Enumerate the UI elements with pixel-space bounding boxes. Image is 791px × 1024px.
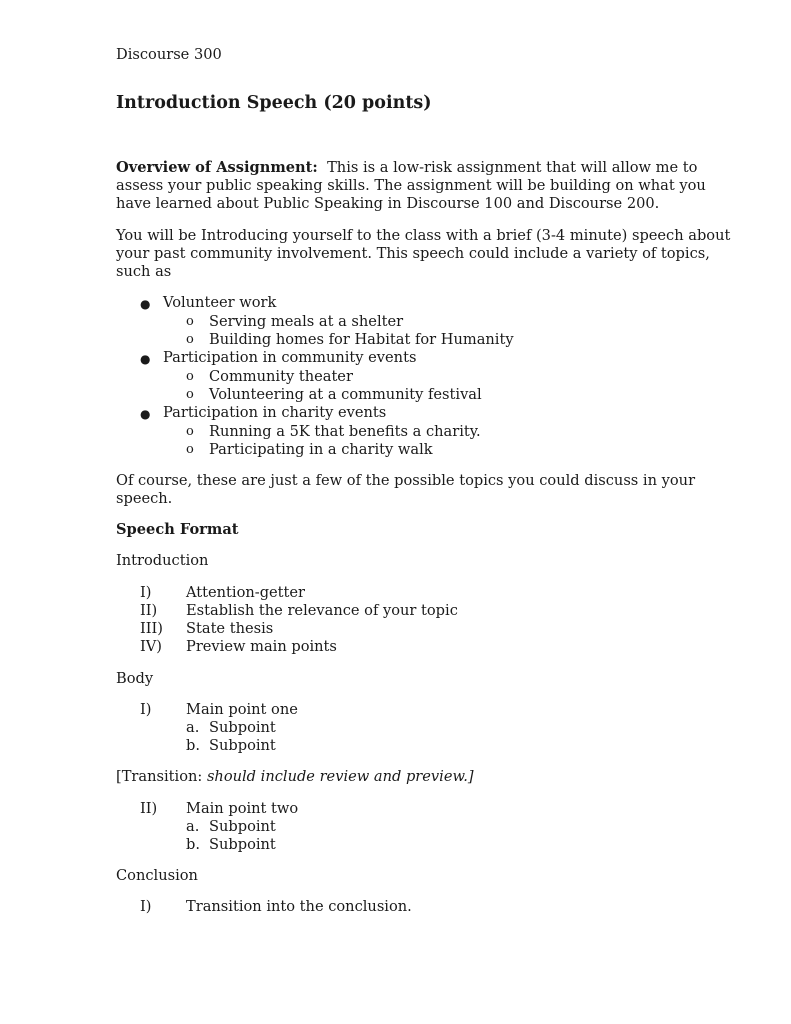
outline-number: II) — [140, 800, 158, 817]
main-point: Main point two — [186, 800, 299, 817]
circle-bullet-icon: o — [186, 387, 194, 402]
outline-number: III) — [140, 620, 163, 637]
subpoint-letter: b. — [186, 836, 200, 853]
subpoint-letter: b. — [186, 737, 200, 754]
overview-label: Overview of Assignment: — [116, 159, 318, 176]
intro-line-1: You will be Introducing yourself to the class with a brief (3-4 minute) speech about — [116, 227, 731, 244]
topic-subitem: Participating in a charity walk — [209, 441, 433, 458]
outline-number: I) — [140, 701, 152, 718]
overview-line-2: assess your public speaking skills. The assignment will be building on what you — [116, 177, 706, 194]
closing-paragraph — [116, 472, 696, 508]
conclusion-heading: Conclusion — [116, 867, 198, 884]
outline-number: I) — [140, 584, 152, 601]
outline-item: Transition into the conclusion. — [186, 898, 412, 915]
page-title: Introduction Speech (20 points) — [116, 93, 432, 113]
circle-bullet-icon: o — [186, 442, 194, 457]
outline-item: Establish the relevance of your topic — [186, 602, 458, 619]
topic-subitem: Community theater — [209, 368, 353, 385]
intro-line-3: such as — [116, 263, 172, 280]
subpoint-letter: a. — [186, 719, 200, 736]
subpoint: Subpoint — [209, 737, 276, 754]
outline-number: I) — [140, 898, 152, 915]
transition-note: [Transition: should include review and preview.] — [116, 768, 474, 785]
topic-item: Participation in community events — [163, 349, 417, 366]
subpoint: Subpoint — [209, 818, 276, 835]
outline-item: Attention-getter — [186, 584, 306, 601]
topic-subitem: Running a 5K that benefits a charity. — [209, 423, 481, 440]
topic-item: Participation in charity events — [163, 404, 387, 421]
bullet-icon: ● — [140, 297, 151, 311]
outline-item: State thesis — [186, 620, 274, 637]
topic-subitem: Building homes for Habitat for Humanity — [209, 331, 514, 348]
subpoint: Subpoint — [209, 836, 276, 853]
main-point: Main point one — [186, 701, 298, 718]
body-heading: Body — [116, 670, 154, 687]
closing-line-1: Of course, these are just a few of the possible topics you could discuss in your — [116, 472, 696, 489]
overview-line-3: have learned about Public Speaking in Discourse 100 and Discourse 200. — [116, 195, 660, 212]
closing-line-2: speech. — [116, 490, 173, 507]
overview-line-1: Overview of Assignment: This is a low-risk assignment that will allow me to — [116, 159, 698, 176]
subpoint: Subpoint — [209, 719, 276, 736]
topic-item: Volunteer work — [163, 294, 277, 311]
circle-bullet-icon: o — [186, 314, 194, 329]
subpoint-letter: a. — [186, 818, 200, 835]
overview-paragraph — [116, 159, 706, 213]
intro-line-2: your past community involvement. This speech could include a variety of topics, — [116, 245, 710, 262]
topic-subitem: Volunteering at a community festival — [209, 386, 482, 403]
course-name: Discourse 300 — [116, 46, 222, 63]
circle-bullet-icon: o — [186, 424, 194, 439]
outline-item: Preview main points — [186, 638, 337, 655]
bullet-icon: ● — [140, 352, 151, 366]
intro-paragraph — [116, 227, 731, 281]
circle-bullet-icon: o — [186, 369, 194, 384]
outline-number: IV) — [140, 638, 162, 655]
speech-format-heading: Speech Format — [116, 521, 239, 538]
bullet-icon: ● — [140, 407, 151, 421]
circle-bullet-icon: o — [186, 332, 194, 347]
outline-number: II) — [140, 602, 158, 619]
topic-subitem: Serving meals at a shelter — [209, 313, 404, 330]
introduction-heading: Introduction — [116, 552, 209, 569]
